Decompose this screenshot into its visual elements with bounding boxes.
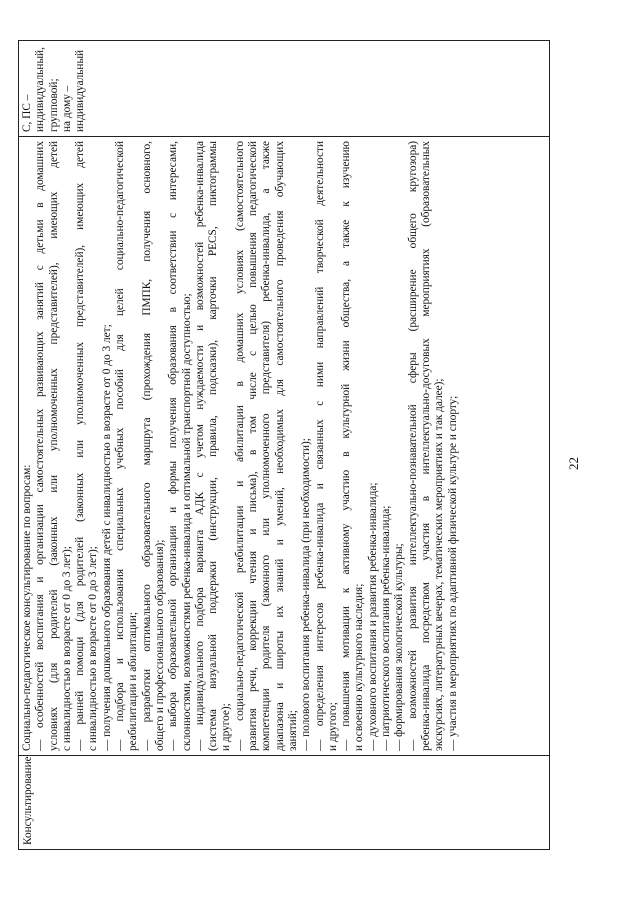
- content-line: — патриотического воспитания ребенка-инвалида;: [380, 505, 393, 751]
- content-line: с инвалидностью в возрасте от 0 до 3 лет);: [60, 546, 73, 751]
- format-line: индивидуальный: [74, 49, 87, 132]
- table-row: [19, 41, 550, 850]
- format-line: индивидуальный,: [34, 47, 47, 132]
- content-line: компетенции родителя (законного или уполномоченного представителя) ребенка-инвалида, а также: [260, 141, 273, 751]
- content-line: и освоению культурного наследия;: [353, 583, 366, 751]
- rotated-content: [18, 40, 588, 866]
- content-line: и другого;: [326, 702, 339, 751]
- content-line: условиях (для родителей (законных или уполномоченных представителей), имеющих детей: [47, 141, 60, 751]
- content-line: — возможностей развития интеллектуально-познавательной сферы (расширение общего кругозора): [406, 141, 419, 751]
- content-line: — разработки оптимального образовательного маршрута (прохождения ПМПК, получения основного,: [140, 141, 153, 751]
- content-line: — индивидуального подбора варианта АДК с учетом нуждаемости и возможностей ребенка-инвалида: [193, 141, 206, 751]
- content-line: — выбора образовательной организации и формы получения образования в соответствии с интересами,: [167, 141, 180, 751]
- content-line: с инвалидностью в возрасте от 0 до 3 лет);: [87, 546, 100, 751]
- content-line: общего и профессионального образования);: [153, 539, 166, 751]
- content-line: экскурсиях, литературных вечерах, тематических мероприятиях и так далее);: [433, 378, 446, 751]
- content-line: Социально-педагогическое консультирование по вопросам:: [21, 464, 33, 751]
- service-name: Консультирование: [22, 756, 34, 845]
- service-content-cell: [19, 137, 550, 756]
- content-line: — формирования экологической культуры;: [393, 543, 406, 751]
- content-line: — социально-педагогической реабилитации и абилитации в домашних условиях (самостоятельного: [233, 141, 246, 751]
- content-line: — ранней помощи (для родителей (законных или уполномоченных представителей), имеющих детей: [74, 141, 87, 751]
- page-number: 22: [566, 457, 581, 470]
- content-line: — полового воспитания ребенка-инвалида (при необходимости);: [300, 438, 313, 751]
- content-line: — духовного воспитания и развития ребенка-инвалида;: [366, 482, 379, 751]
- service-name-cell: [19, 756, 550, 850]
- content-line: — особенностей воспитания и организации самостоятельных развивающих занятий с детьми в домашних: [34, 141, 47, 751]
- content-line: ребенка-инвалида посредством участия в интеллектуально-досуговых мероприятиях (образовательных: [419, 141, 432, 751]
- content-line: развития речи, коррекции чтения и письма), в том числе с целью повышения педагогической: [247, 141, 260, 751]
- service-format-cell: [19, 41, 550, 137]
- content-line: — подбора и использования специальных учебных пособий для целей социально-педагогической: [114, 141, 127, 751]
- content-line: — определения интересов ребенка-инвалида и связанных с ними направлений творческой деятельности: [313, 141, 326, 751]
- format-line: С, ПС –: [21, 94, 33, 132]
- content-line: склонностями, возможностями ребенка-инвалида и оптимальной транспортной доступностью;: [180, 293, 193, 751]
- format-line: групповой;: [47, 78, 60, 132]
- content-line: — получения дошкольного образования детей с инвалидностью в возрасте от 0 до 3 лет;: [100, 324, 113, 751]
- content-line: реабилитации и абилитации;: [127, 611, 140, 751]
- content-line: — повышения мотивации к активному участию в культурной жизни общества, а также к изучению: [340, 141, 353, 751]
- content-line: диапазона и широты их знаний и умений, необходимых для самостоятельного проведения обучающих: [273, 141, 286, 751]
- content-line: (система визуальной поддержки (инструкции, правила, подсказки), карточки PECS, пиктограммы: [207, 141, 220, 751]
- content-line: — участия в мероприятиях по адаптивной физической культуре и спорту;: [446, 395, 459, 751]
- content-line: и другое);: [220, 703, 233, 751]
- content-line: занятий;: [286, 710, 299, 751]
- services-table: [18, 40, 550, 850]
- format-line: на дому –: [60, 85, 73, 132]
